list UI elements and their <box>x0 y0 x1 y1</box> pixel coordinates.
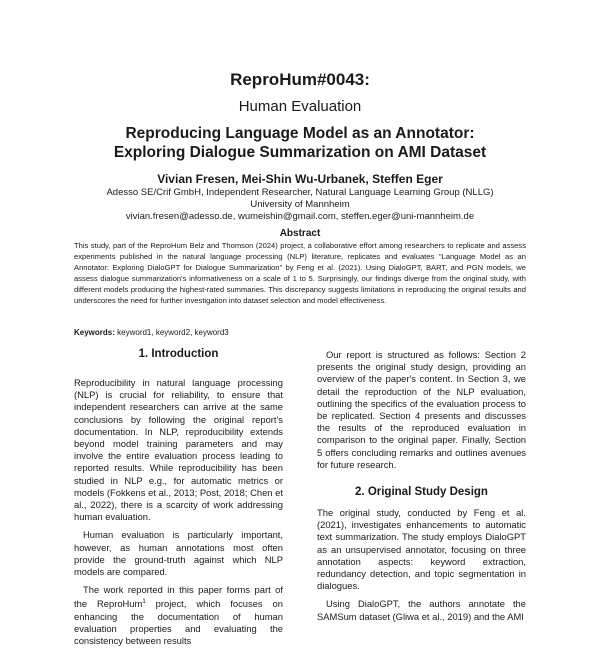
section-1-heading <box>74 348 283 360</box>
paper-title <box>60 124 540 162</box>
intro-paragraph-3-start: The work reported in this paper forms part of the ReproHum <box>74 584 283 610</box>
original-study-heading: 2. Original Study Design <box>355 486 488 498</box>
affiliation: Adesso SE/Crif GmbH, Independent Researcher, Natural Language Learning Group (NLLG) <box>106 187 494 198</box>
abstract-heading: Abstract <box>279 228 321 239</box>
footnote-marker: 1 <box>142 599 146 606</box>
introduction-heading: 1. Introduction <box>138 348 219 360</box>
authors: Vivian Fresen, Mei-Shin Wu-Urbanek, Steffen Eger <box>157 172 443 186</box>
section-2-heading <box>317 486 526 498</box>
university: University of Mannheim <box>250 199 350 210</box>
structure-paragraph: Our report is structured as follows: Section 2 presents the original study design, providing an overview of the paper's content. In Section 3, we detail the reproduction of the NLP evaluation, outlining the specifics of the evaluation process to be replicated. Section 4 presents and discusses the results of the reproduced evaluation in comparison to the original paper. Finally, Section 5 offers concluding remarks and outlines avenues for future research. <box>317 349 526 470</box>
right-column-top <box>317 349 526 477</box>
paper-title-line-2: Exploring Dialogue Summarization on AMI Dataset <box>113 144 487 161</box>
series-subtitle: Human Evaluation <box>238 98 362 115</box>
study-paragraph-1: The original study, conducted by Feng et al. (2021), investigates enhancements to automatic text summarization. The study employs DialoGPT as an unsupervised annotator, focusing on three annotation aspects: keyword extraction, redundancy detection, and topic segmentation in dialogues. <box>317 507 526 592</box>
intro-paragraph-2: Human evaluation is particularly important, however, as human annotations most often provide the ground-truth against which NLP models are compared. <box>74 529 283 578</box>
author-emails: vivian.fresen@adesso.de, wumeishin@gmail.com, steffen.eger@uni-mannheim.de <box>125 211 475 222</box>
keywords <box>74 328 526 337</box>
intro-paragraph-1: Reproducibility in natural language processing (NLP) is crucial for reliability, to ensure that independent researchers can arrive at the same conclusions by following the original report's documentation. In NLP, reproducibility extends beyond model training parameters and may involve the entire evaluation process leading to reported results. While reproducibility has been studied in NLP e.g., for automatic metrics or models (Fokkens et al., 2013; Post, 2018; Chen et al., 2022), there is a scarcity of work addressing human evaluation. <box>74 377 283 523</box>
section-1-body <box>74 377 283 653</box>
section-2-body <box>317 507 526 629</box>
study-paragraph-2: Using DialoGPT, the authors annotate the SAMSum dataset (Gliwa et al., 2019) and the AMI <box>317 598 526 622</box>
abstract-text: This study, part of the ReproHum Belz and Thomson (2024) project, a collaborative effort among researchers to replicate and assess experiments published in the natural language processing (NLP) literature, replicates and evaluates "Language Model as an Annotator: Exploring DialoGPT for Dialogue Summarization" by Feng et al. (2021). Using DialoGPT, BART, and PGN models, we assess dialogue summarization's informativeness on a scale of 1 to 5. Surprisingly, our findings diverge from the original study, with different models producing the highest-rated summaries. This discrepancy suggests limitations in reproducing the original results and underscores the need for further investigation into dataset selection and model effectiveness. <box>74 241 526 305</box>
keywords-value: keyword1, keyword2, keyword3 <box>117 328 229 337</box>
intro-paragraph-3-end: project, which focuses on enhancing the documentation of human evaluation properties and evaluating the consistency between results <box>74 598 283 647</box>
intro-paragraph-3 <box>74 584 283 647</box>
paper-title-line-1: Reproducing Language Model as an Annotator: <box>125 125 475 142</box>
keywords-label: Keywords: <box>74 328 115 337</box>
series-title: ReproHum#0043: <box>230 70 370 89</box>
